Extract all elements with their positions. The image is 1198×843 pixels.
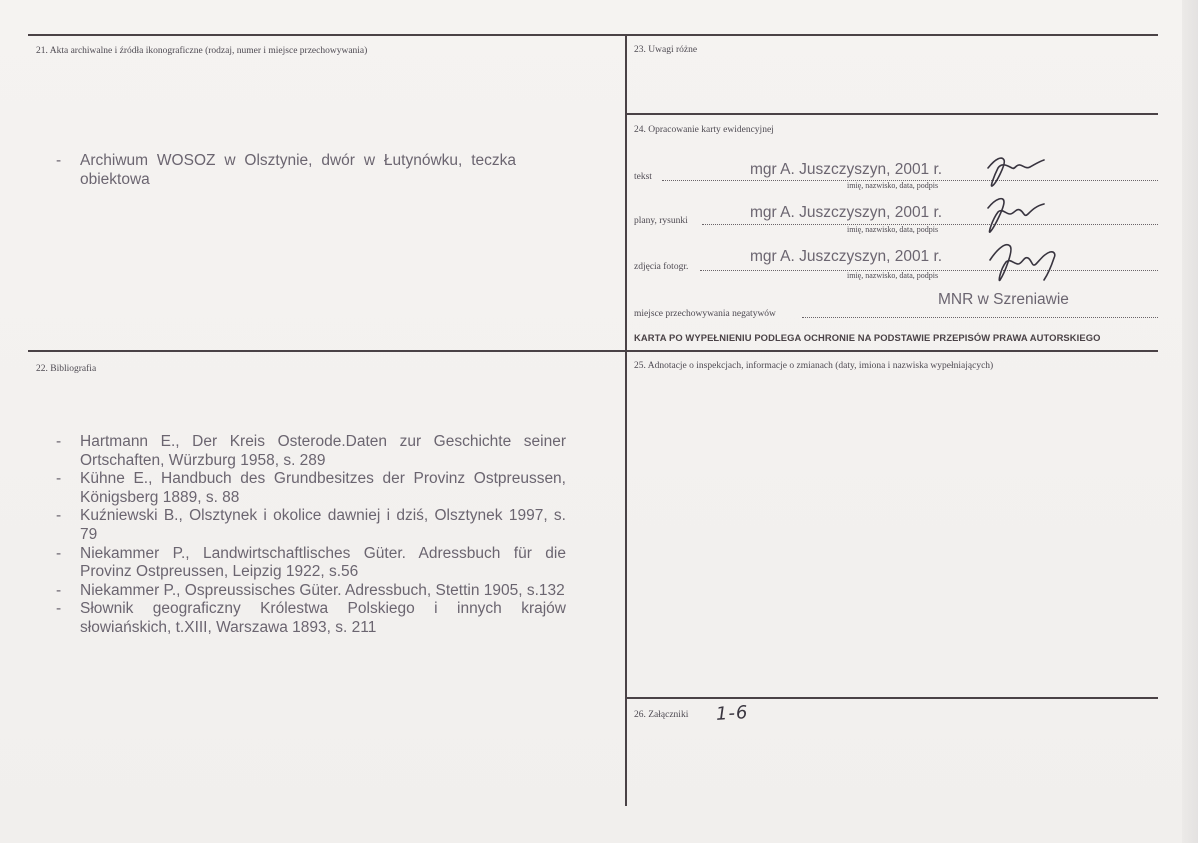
negatives-dotted-line (802, 317, 1158, 318)
list-item: - Archiwum WOSOZ w Olsztynie, dwór w Łutynówku, teczka obiektowa (56, 152, 516, 189)
section23-label: 23. Uwagi różne (634, 45, 698, 55)
negatives-value: MNR w Szreniawie (938, 291, 1069, 308)
top-border-line (28, 34, 1158, 36)
section23-bottom-line (626, 113, 1158, 115)
list-item: - Kuźniewski B., Olsztynek i okolice dawniej i dziś, Olsztynek 1997, s. 79 (56, 507, 566, 544)
list-item: - Niekammer P., Ospreussisches Güter. Adressbuch, Stettin 1905, s.132 (56, 582, 566, 601)
negatives-label: miejsce przechowywania negatywów (634, 309, 776, 319)
section26-label: 26. Załączniki (634, 710, 689, 720)
section22-label: 22. Bibliografia (36, 364, 97, 374)
row-label-plany: plany, rysunki (634, 216, 688, 226)
section25-label: 25. Adnotacje o inspekcjach, informacje o zmianach (daty, imiona i nazwiska wypełniających) (634, 361, 994, 371)
list-item: - Kühne E., Handbuch des Grundbesitzes der Provinz Ostpreussen, Königsberg 1889, s. 88 (56, 470, 566, 507)
signature-1 (982, 150, 1052, 190)
list-item: - Słownik geograficzny Królestwa Polskiego i innych krajów słowiańskich, t.XIII, Warszawa 1893, s. 211 (56, 600, 566, 637)
row-value-zdjecia: mgr A. Juszczyszyn, 2001 r. (750, 248, 943, 265)
row-caption: imię, nazwisko, data, podpis (847, 225, 939, 234)
row-value-tekst: mgr A. Juszczyszyn, 2001 r. (750, 161, 943, 178)
signature-3 (984, 234, 1064, 286)
attachments-handwritten-value: 1-6 (715, 702, 749, 725)
vertical-divider (625, 34, 627, 806)
row-value-plany: mgr A. Juszczyszyn, 2001 r. (750, 204, 943, 221)
row-caption: imię, nazwisko, data, podpis (847, 271, 939, 280)
row-label-tekst: tekst (634, 172, 652, 182)
middle-horizontal-line (28, 350, 1158, 352)
section24-label: 24. Opracowanie karty ewidencyjnej (634, 125, 774, 135)
list-item: - Hartmann E., Der Kreis Osterode.Daten zur Geschichte seiner Ortschaften, Würzburg 1958, s. 289 (56, 433, 566, 470)
row-label-zdjecia: zdjęcia fotogr. (634, 262, 689, 272)
section21-list (56, 152, 516, 189)
row-caption: imię, nazwisko, data, podpis (847, 181, 939, 190)
bibliography-list (56, 433, 566, 638)
section21-label: 21. Akta archiwalne i źródła ikonograficzne (rodzaj, numer i miejsce przechowywania) (36, 46, 368, 56)
paper-edge (1182, 0, 1198, 843)
copyright-notice: KARTA PO WYPEŁNIENIU PODLEGA OCHRONIE NA PODSTAWIE PRZEPISÓW PRAWA AUTORSKIEGO (634, 332, 1101, 343)
section26-top-line (626, 697, 1158, 699)
signature-2 (980, 192, 1050, 236)
list-item: - Niekammer P., Landwirtschaftlisches Güter. Adressbuch für die Provinz Ostpreussen, Leipzig 1922, s.56 (56, 545, 566, 582)
